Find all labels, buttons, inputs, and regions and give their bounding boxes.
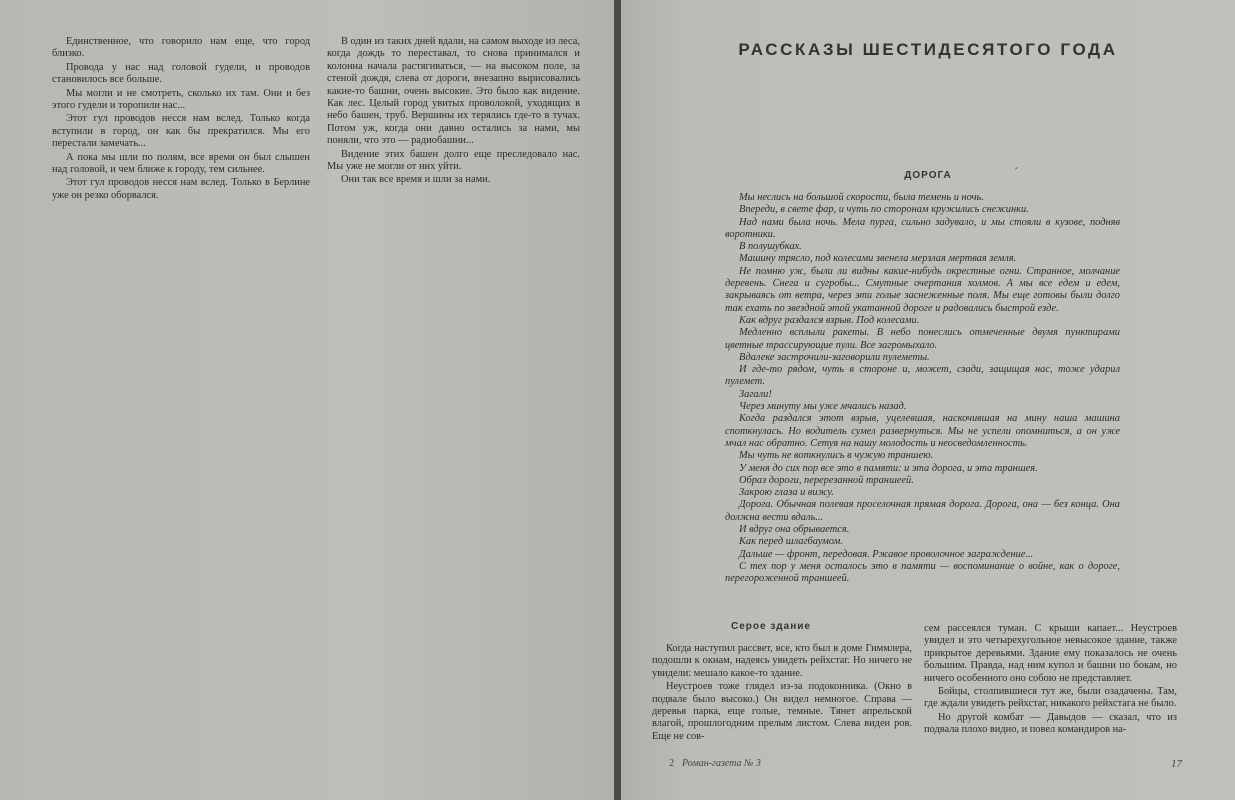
paragraph: И вдруг она обрывается. bbox=[739, 524, 850, 536]
book-gutter bbox=[614, 0, 621, 800]
paragraph: Этот гул проводов несся нам вслед. Только когда вступили в город, он как бы прекратился. Мы его перестали замечать... bbox=[52, 113, 310, 150]
page-number-left: 2 bbox=[669, 758, 674, 769]
page-number-right: 17 bbox=[1171, 758, 1182, 770]
paragraph: В полушубках. bbox=[739, 241, 802, 253]
story-title: ДОРОГА bbox=[904, 170, 952, 181]
paragraph: Вдалеке застрочили-заговорили пулеметы. bbox=[739, 351, 930, 363]
right-page-column-2 bbox=[924, 623, 1177, 737]
paragraph: С тех пор у меня осталось это в памяти — воспоминание о войне, как о дороге, перегороженной траншеей. bbox=[725, 560, 1120, 585]
paragraph: Как перед шлагбаумом. bbox=[739, 536, 843, 548]
paragraph: Закрою глаза и вижу. bbox=[739, 487, 834, 499]
paragraph: Дорога. Обычная полевая проселочная прямая дорога. Дорога, она — без конца. Она должна вести вдаль... bbox=[725, 499, 1120, 523]
paragraph: А пока мы шли по полям, все время он был слышен над головой, и чем ближе к городу, тем сильнее. bbox=[52, 151, 310, 176]
paragraph: Образ дороги, перерезанной траншеей. bbox=[739, 474, 914, 486]
left-page-column-1 bbox=[52, 36, 310, 202]
pencil-mark-icon: ˊ bbox=[1014, 166, 1019, 181]
paragraph: Над нами была ночь. Мела пурга, сильно задувало, и мы стояли в кузове, подняв воротники. bbox=[725, 216, 1120, 240]
paragraph: У меня до сих пор все это в памяти: и эта дорога, и эта траншея. bbox=[739, 462, 1038, 474]
paragraph: Они так все время и шли за нами. bbox=[341, 174, 491, 186]
paragraph: В один из таких дней вдали, на самом выходе из леса, когда дождь то переставал, то снова принимался и колонна начала растягиваться, — на высоком поле, за стеной дождя, слева от дороги, внезапно вырисовались какие-то башни, очень высокие. Это было как видение. Как лес. Целый город увитых проволокой, уходящих в небо башен, труб. Вершины их терялись где-то в тучах. Потом уж, когда они давно остались за нами, мы поняли, что это — радиобашни... bbox=[327, 36, 580, 147]
paragraph: Мы могли и не смотреть, сколько их там. Они и без этого гудели и торопили нас... bbox=[52, 87, 310, 112]
paragraph: Когда раздался этот взрыв, уцелевшая, наскочившая на мину наша машина споткнулась. Но водитель сумел развернуться. Мы не успели опомниться, а он уже мчал нас обратно. Сетуя на нашу молодость и неосведомленность. bbox=[725, 413, 1120, 449]
paragraph: Единственное, что говорило нам еще, что город близко. bbox=[52, 36, 310, 60]
paragraph: Мы неслись на большой скорости, была темень и ночь. bbox=[739, 192, 984, 203]
paragraph: Не помню уж, были ли видны какие-нибудь окрестные огни. Странное, молчание деревень. Снега и сугробы... Смутные очертания холмов. А мы все едем и едем, закрываясь от ветра, через эти голые заснеженные поля. Мы еще готовы были долго так ехать по звездной этой укатанной дороге и радовались быстрой езде. bbox=[725, 265, 1120, 314]
paragraph: И где-то рядом, чуть в стороне и, может, сзади, защищая нас, тоже ударил пулемет. bbox=[725, 364, 1120, 388]
paragraph: Видение этих башен долго еще преследовало нас. Мы уже не могли от них уйти. bbox=[327, 148, 580, 173]
paragraph: Бойцы, столпившиеся тут же, были озадачены. Там, где ждали увидеть рейхстаг, никакого рейхстага не было. bbox=[924, 686, 1177, 710]
paragraph: Провода у нас над головой гудели, и проводов становилось все больше. bbox=[52, 61, 310, 86]
paragraph: Но другой комбат — Давыдов — сказал, что из подвала плохо видно, и повел командиров на- bbox=[924, 711, 1177, 736]
paragraph: Медленно всплыли ракеты. В небо понеслись отмеченные двумя пунктирами цветные трассирующие пули. Все загромыхало. bbox=[725, 327, 1120, 351]
paragraph: Неустроев тоже глядел из-за подоконника. (Окно в подвале было высоко.) Он видел немногое. Справа — деревья парка, еще голые, темные. Тянет апрельской влагой, прошлогодним прелым листом. Слева виден ров. Еще не сов- bbox=[652, 681, 912, 742]
section-title: Серое здание bbox=[731, 621, 811, 632]
running-footer: Роман-газета № 3 bbox=[682, 758, 761, 769]
paragraph: Этот гул проводов несся нам вслед. Только в Берлине уже он резко оборвался. bbox=[52, 177, 310, 201]
left-page-column-2 bbox=[327, 36, 580, 187]
right-page-column-1 bbox=[652, 643, 912, 743]
page-title: РАССКАЗЫ ШЕСТИДЕСЯТОГО ГОДА bbox=[738, 40, 1118, 59]
paragraph: Мы чуть не воткнулись в чужую траншею. bbox=[739, 450, 934, 462]
left-page bbox=[0, 0, 614, 800]
paragraph: Машину трясло, под колесами звенела мерзлая мертвая земля. bbox=[739, 253, 1017, 265]
paragraph: Как вдруг раздался взрыв. Под колесами. bbox=[739, 314, 920, 326]
paragraph: сем рассеялся туман. С крыши капает... Неустроев увидел и это четырехугольное невысокое здание, также прикрытое деревьями. Здание ему показалось не очень большим. Правда, над ним купол и башни по бокам, но ничего особенного оно собою не представляет. bbox=[924, 623, 1177, 684]
story-text bbox=[725, 192, 1120, 586]
right-page bbox=[621, 0, 1235, 800]
paragraph: Когда наступил рассвет, все, кто был в доме Гиммлера, подошли к окнам, надеясь увидеть рейхстаг. Но ничего не увидели: мешало какое-то здание. bbox=[652, 643, 912, 679]
paragraph: Впереди, в свете фар, и чуть по сторонам кружились снежинки. bbox=[739, 204, 1029, 216]
paragraph: Дальше — фронт, передовая. Ржавое проволочное заграждение... bbox=[739, 548, 1034, 560]
paragraph: Через минуту мы уже мчались назад. bbox=[739, 401, 907, 413]
page-footer-left bbox=[669, 758, 761, 769]
paragraph: Загали! bbox=[739, 388, 772, 400]
